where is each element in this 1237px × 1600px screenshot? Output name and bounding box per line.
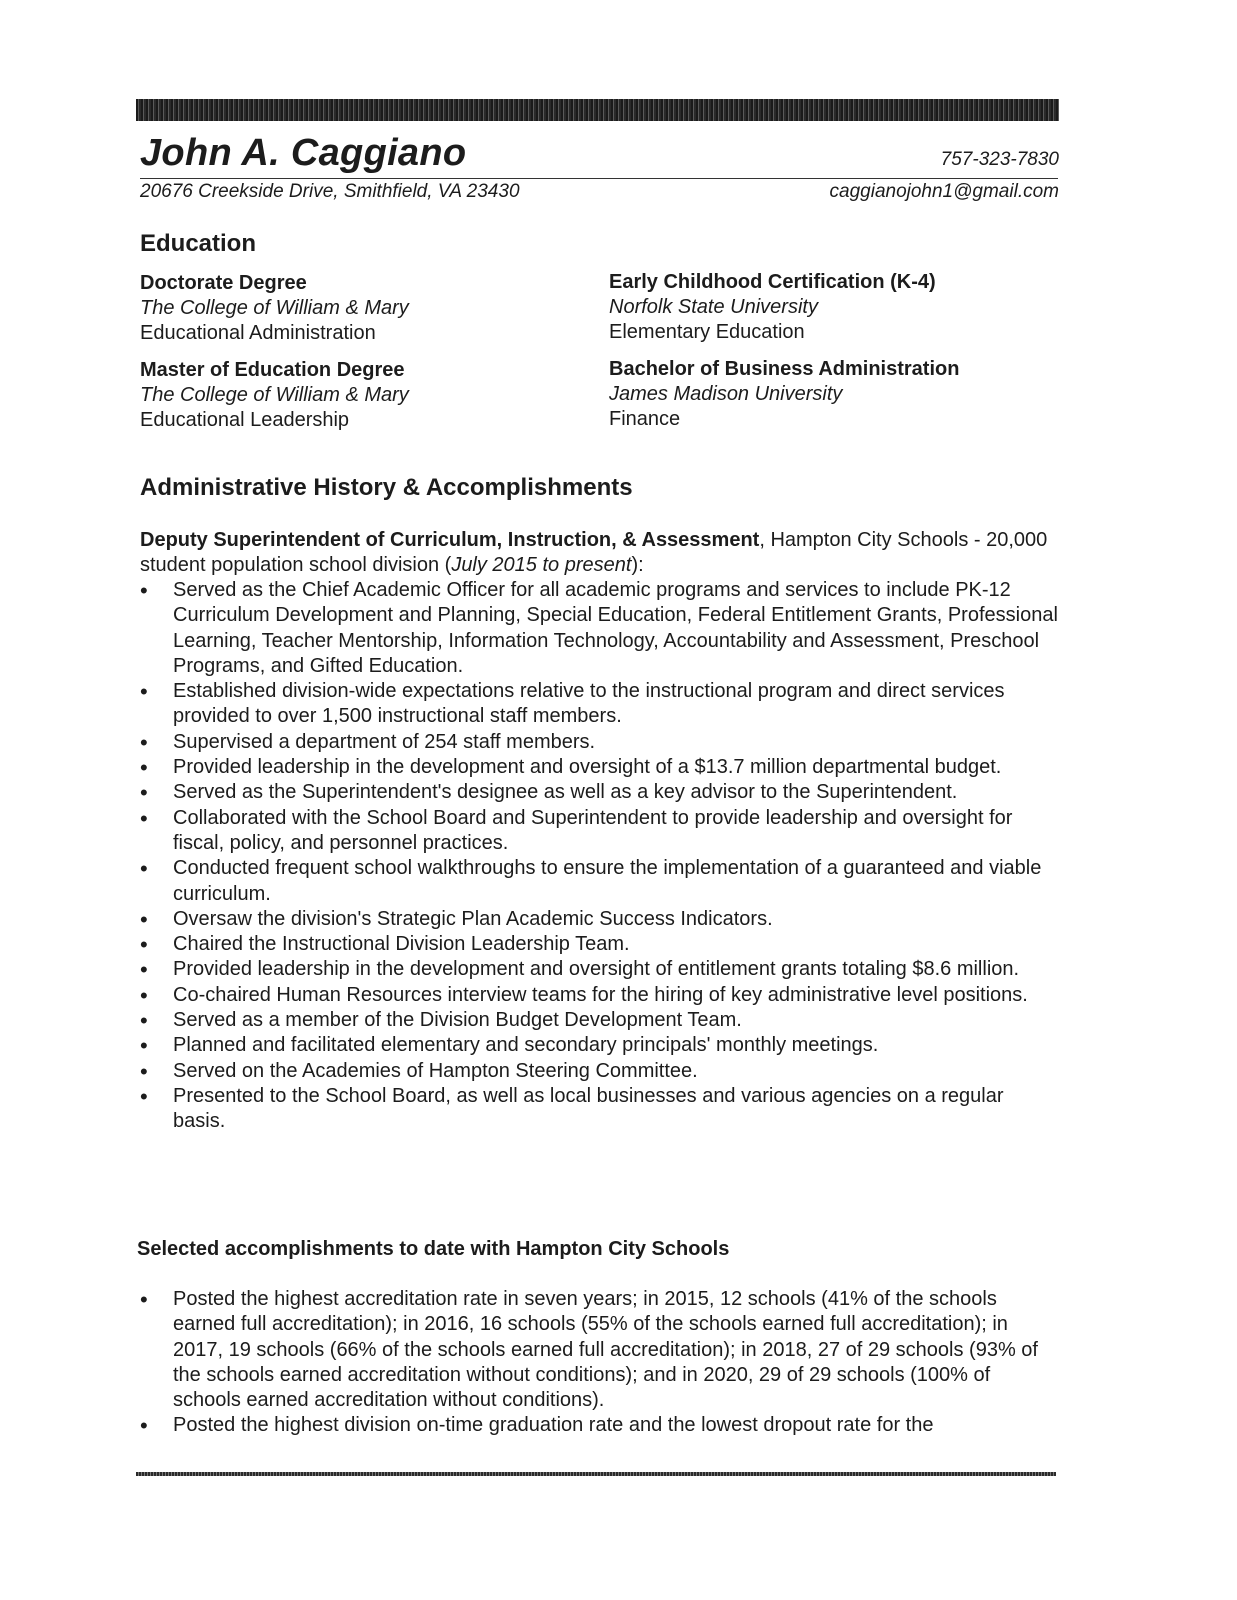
list-item: • Co-chaired Human Resources interview teams for the hiring of key administrative level positions.: [140, 983, 1060, 1008]
job-description: [140, 528, 1070, 578]
list-item: • Presented to the School Board, as well as local businesses and various agencies on a regular basis.: [140, 1084, 1060, 1135]
candidate-name: John A. Caggiano: [140, 132, 467, 174]
degree-name: Early Childhood Certification (K-4): [609, 271, 936, 293]
field-of-study: Educational Leadership: [140, 409, 350, 431]
job-dates: July 2015 to present: [451, 554, 632, 576]
degree-name: Doctorate Degree: [140, 272, 307, 294]
mailing-address: 20676 Creekside Drive, Smithfield, VA 23430: [140, 181, 520, 202]
header-bar: [136, 99, 1059, 121]
footer-bar: [136, 1472, 1056, 1476]
email-address: caggianojohn1@gmail.com: [829, 181, 1059, 202]
list-item: • Provided leadership in the development and oversight of a $13.7 million departmental budget.: [140, 755, 1060, 780]
list-item: • Served on the Academies of Hampton Steering Committee.: [140, 1059, 1060, 1084]
school-name: The College of William & Mary: [140, 384, 409, 406]
education-entry: [140, 358, 409, 433]
list-item: • Supervised a department of 254 staff members.: [140, 730, 1060, 755]
education-entry: [140, 271, 409, 346]
list-item: • Conducted frequent school walkthroughs to ensure the implementation of a guaranteed and viable curriculum.: [140, 856, 1060, 907]
degree-name: Bachelor of Business Administration: [609, 358, 960, 380]
school-name: The College of William & Mary: [140, 297, 409, 319]
history-bullet-list: [140, 578, 1060, 1135]
list-item: • Served as the Chief Academic Officer for all academic programs and services to include PK-12 Curriculum Development and Planning, Special Education, Federal Entitlement Grants, Professional Learning, Teacher Mentorship, Information Technology, Accountability and Assessment, Preschool Programs, and Gifted Education.: [140, 578, 1060, 679]
list-item: • Served as the Superintendent's designee as well as a key advisor to the Superintendent.: [140, 780, 1060, 805]
field-of-study: Finance: [609, 408, 681, 430]
list-item: • Collaborated with the School Board and Superintendent to provide leadership and oversight for fiscal, policy, and personnel practices.: [140, 806, 1060, 857]
accomplishments-bullet-list: [140, 1287, 1060, 1439]
field-of-study: Educational Administration: [140, 322, 376, 344]
job-end: ):: [631, 554, 644, 576]
education-heading: Education: [140, 230, 257, 257]
list-item: • Chaired the Instructional Division Leadership Team.: [140, 932, 1060, 957]
list-item: • Established division-wide expectations relative to the instructional program and direct services provided to over 1,500 instructional staff members.: [140, 679, 1060, 730]
school-name: Norfolk State University: [609, 296, 818, 318]
list-item: • Provided leadership in the development and oversight of entitlement grants totaling $8.6 million.: [140, 957, 1060, 982]
phone-number: 757-323-7830: [940, 149, 1059, 170]
education-entry: [609, 357, 959, 432]
history-heading: Administrative History & Accomplishments: [140, 474, 633, 501]
list-item: • Served as a member of the Division Budget Development Team.: [140, 1008, 1060, 1033]
list-item: • Posted the highest division on-time graduation rate and the lowest dropout rate for the: [140, 1413, 1060, 1438]
school-name: James Madison University: [609, 383, 843, 405]
list-item: • Oversaw the division's Strategic Plan Academic Success Indicators.: [140, 907, 1060, 932]
education-entry: [609, 270, 936, 345]
job-title: Deputy Superintendent of Curriculum, Instruction, & Assessment: [140, 529, 760, 551]
list-item: • Planned and facilitated elementary and secondary principals' monthly meetings.: [140, 1033, 1060, 1058]
degree-name: Master of Education Degree: [140, 359, 405, 381]
accomplishments-heading: Selected accomplishments to date with Hampton City Schools: [137, 1238, 730, 1260]
header-rule: [140, 178, 1058, 179]
field-of-study: Elementary Education: [609, 321, 805, 343]
list-item: • Posted the highest accreditation rate in seven years; in 2015, 12 schools (41% of the schools earned full accreditation); in 2016, 16 schools (55% of the schools earned full accreditation); in 2017, 19 schools (66% of the schools earned full accreditation); in 2018, 27 of 29 schools (93% of the schools earned accreditation without conditions); and in 2020, 29 of 29 schools (100% of schools earned accreditation without conditions).: [140, 1287, 1060, 1413]
job-organization: , Hampton City Schools - 20,000 student population school division (: [140, 529, 1048, 576]
